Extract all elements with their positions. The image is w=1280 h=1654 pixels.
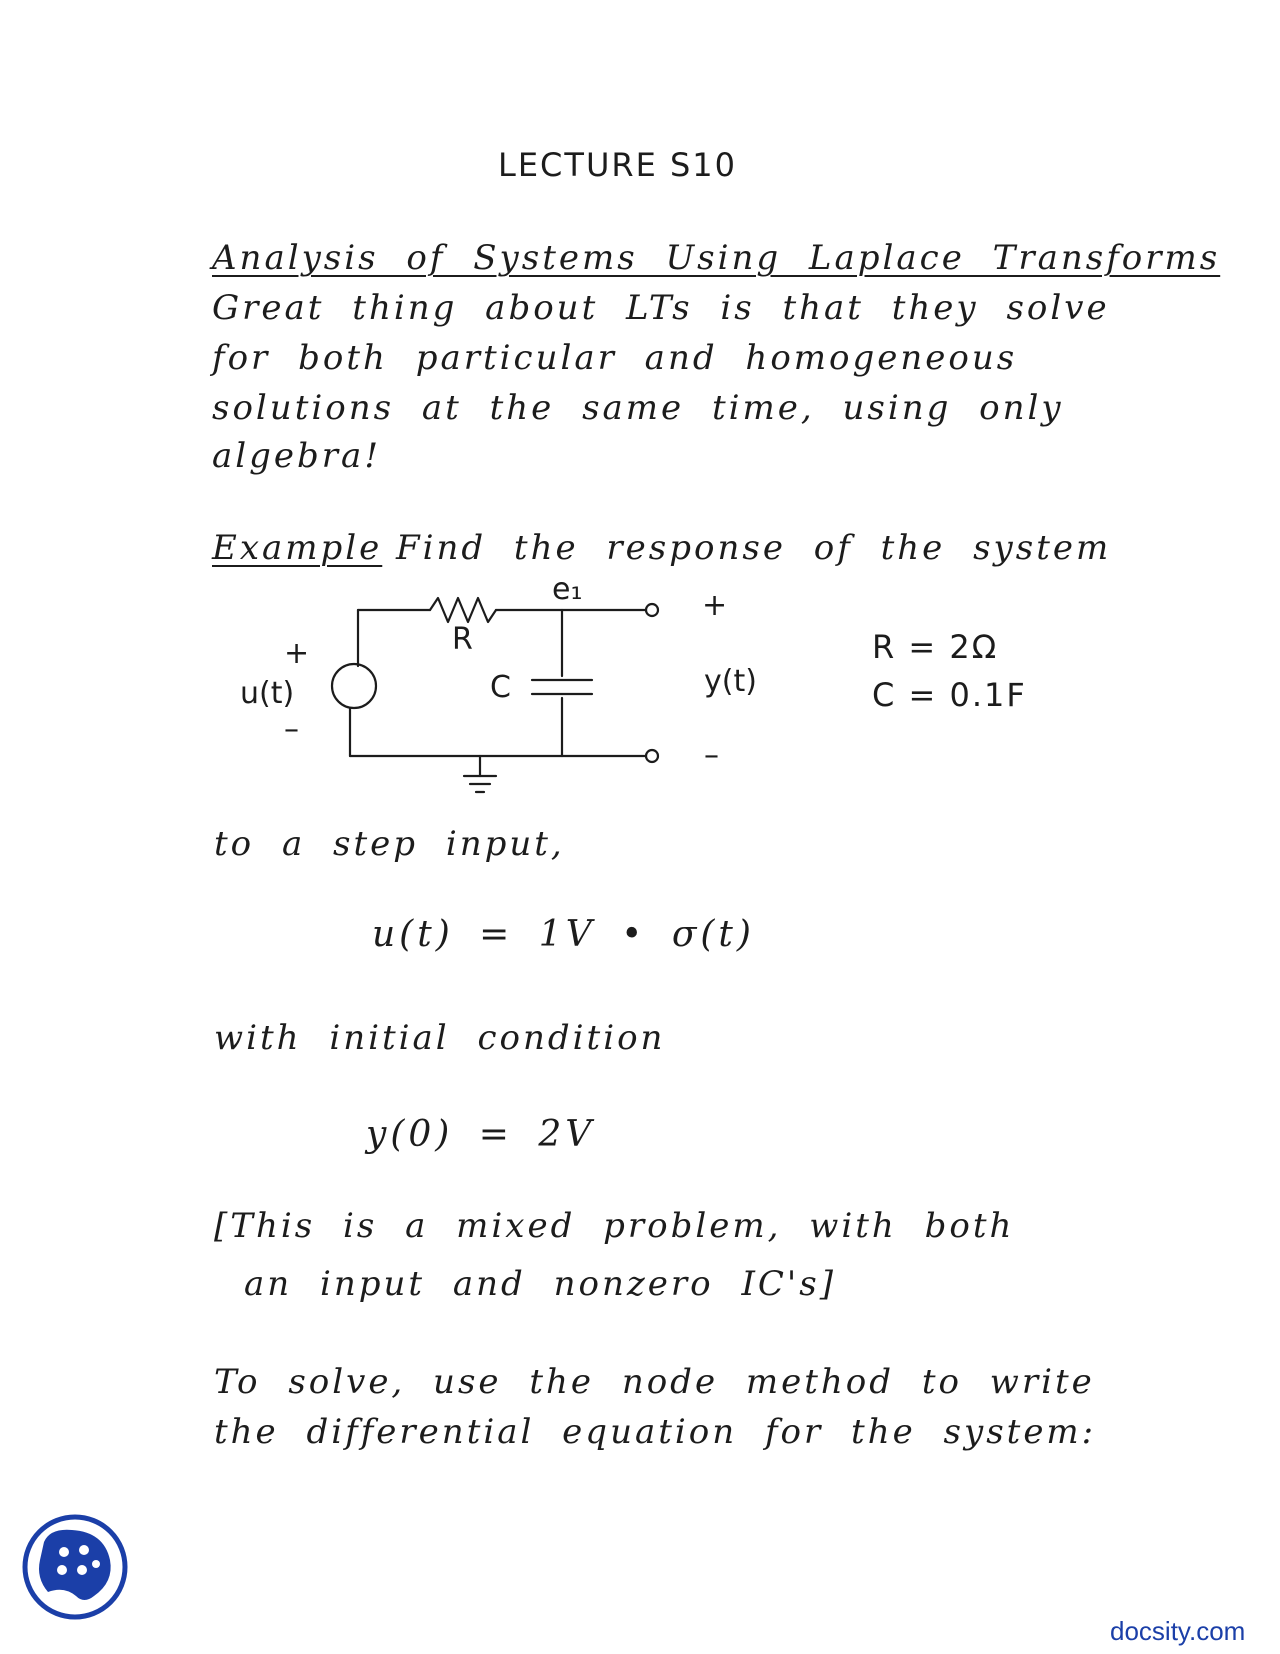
rc-circuit-diagram — [230, 590, 850, 810]
source-minus-label: – — [284, 712, 299, 747]
source-label: u(t) — [240, 676, 295, 711]
param-capacitance: C = 0.1F — [872, 676, 1027, 714]
docsity-logo-icon[interactable] — [20, 1512, 130, 1622]
step-input-equation: u(t) = 1V • σ(t) — [372, 914, 755, 955]
bracket-note-line-1: [This is a mixed problem, with both — [214, 1206, 1015, 1246]
output-minus-label: – — [704, 738, 719, 773]
param-resistance: R = 2Ω — [872, 628, 999, 666]
example-label: Example — [212, 528, 383, 568]
intro-line-1: Great thing about LTs is that they solve — [212, 288, 1110, 328]
intro-line-4: algebra! — [212, 436, 381, 476]
initial-condition-equation: y(0) = 2V — [366, 1114, 596, 1155]
output-plus-label: + — [702, 588, 728, 623]
resistor-zigzag — [430, 598, 496, 622]
output-label: y(t) — [704, 664, 757, 699]
lecture-title: LECTURE S10 — [498, 146, 738, 184]
output-terminal-top — [646, 604, 658, 616]
source-plus-label: + — [284, 636, 310, 671]
solve-line-2: the differential equation for the system: — [214, 1412, 1097, 1452]
node-label-e1: e₁ — [552, 572, 583, 607]
bracket-note-line-2: an input and nonzero IC's] — [244, 1264, 836, 1304]
docsity-brand-link[interactable]: docsity.com — [1110, 1616, 1246, 1646]
intro-line-2: for both particular and homogeneous — [212, 338, 1018, 378]
initial-condition-text: with initial condition — [214, 1018, 666, 1058]
intro-line-3: solutions at the same time, using only — [212, 388, 1064, 428]
section-heading: Analysis of Systems Using Laplace Transforms — [212, 238, 1221, 278]
resistor-label: R — [452, 622, 473, 657]
ground-symbol — [464, 776, 496, 792]
capacitor-label: C — [490, 670, 511, 705]
example-text: Find the response of the system — [396, 528, 1112, 568]
output-terminal-bottom — [646, 750, 658, 762]
voltage-source-circle — [332, 664, 376, 708]
solve-line-1: To solve, use the node method to write — [214, 1362, 1095, 1402]
step-input-text: to a step input, — [214, 824, 565, 864]
